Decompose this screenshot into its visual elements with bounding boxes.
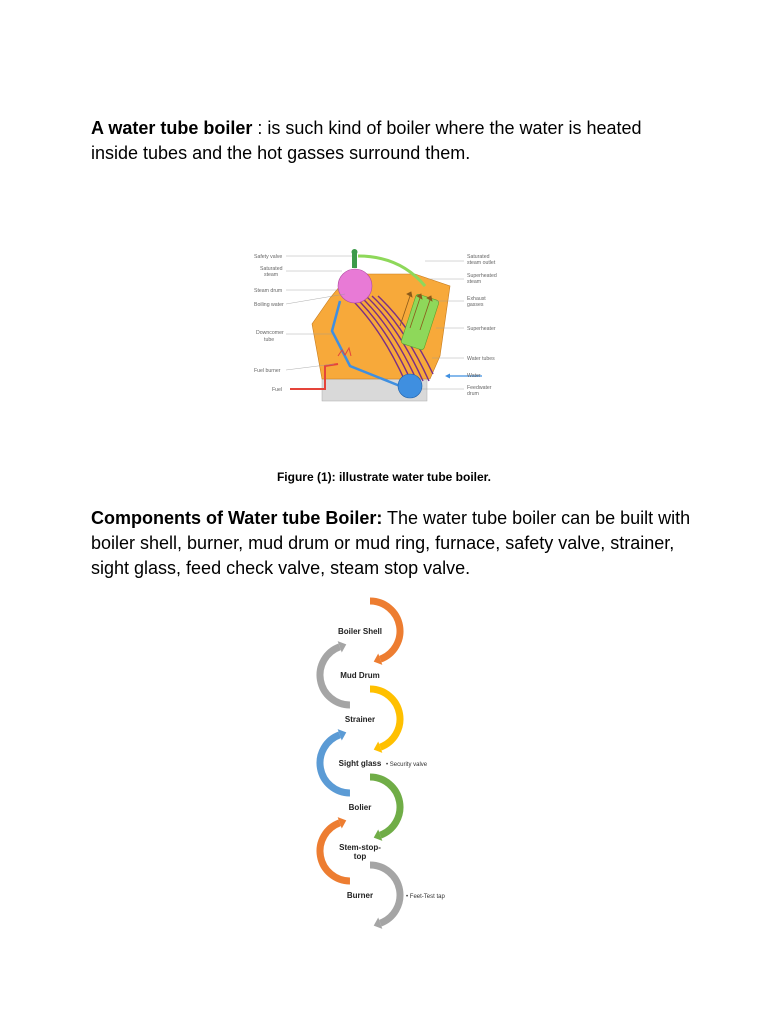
label-exhaust: Exhaust xyxy=(467,296,486,302)
water-tube-boiler-diagram xyxy=(250,246,510,406)
label-fuel-burner: Fuel burner xyxy=(254,368,281,374)
label-gasses: gasses xyxy=(467,302,484,308)
components-paragraph xyxy=(91,506,691,581)
intro-text: : is such kind of boiler where the water is heated inside tubes and the hot gasses surround them. xyxy=(91,118,642,163)
components-cycle-diagram xyxy=(300,595,500,935)
intro-paragraph xyxy=(91,116,691,166)
label-superheated-steam: steam xyxy=(467,279,482,285)
cycle-step-6: Stem-stop- xyxy=(339,843,381,852)
label-steam: steam xyxy=(264,272,279,278)
label-saturated-r: Saturated xyxy=(467,254,490,260)
figure-caption: Figure (1): illustrate water tube boiler. xyxy=(276,470,492,484)
label-drum: drum xyxy=(467,391,479,397)
label-water-tubes: Water tubes xyxy=(467,356,495,362)
water-drum xyxy=(398,374,422,398)
label-superheater: Superheater xyxy=(467,326,496,332)
intro-term: A water tube boiler xyxy=(91,118,253,138)
cycle-step-1: Boiler Shell xyxy=(337,627,383,636)
label-steam-outlet: steam outlet xyxy=(467,260,496,266)
label-water: Water xyxy=(467,373,481,379)
cycle-step-5: Bolier xyxy=(348,803,372,812)
label-superheated: Superheated xyxy=(467,273,497,279)
cycle-step-4: Sight glass xyxy=(338,759,382,768)
cycle-step-6-line2: top xyxy=(353,852,367,861)
note-security-valve: • Security valve xyxy=(386,762,428,768)
cycle-arc-7 xyxy=(370,865,400,923)
label-fuel: Fuel xyxy=(272,387,283,393)
cycle-step-3: Strainer xyxy=(344,715,376,724)
label-downcomer: Downcomer xyxy=(256,330,284,336)
label-safety-valve: Safety valve xyxy=(254,254,283,260)
steam-drum xyxy=(338,269,372,303)
label-boiling-water: Boiling water xyxy=(254,302,284,308)
cycle-step-7: Burner xyxy=(346,891,374,900)
cycle-labels xyxy=(338,627,382,900)
cycle-arc-5 xyxy=(370,777,400,835)
components-heading: Components of Water tube Boiler: xyxy=(91,508,383,528)
label-saturated: Saturated xyxy=(260,266,283,272)
note-feet-test-tap: • Feet-Test tap xyxy=(406,894,445,900)
cycle-step-2: Mud Drum xyxy=(340,671,380,680)
components-text: The water tube boiler can be built with boiler shell, burner, mud drum or mud ring, furnace, safety valve, strainer, sight glass, feed check valve, steam stop valve. xyxy=(91,508,691,578)
label-steam-drum: Steam drum xyxy=(254,288,283,294)
label-tube: tube xyxy=(264,337,275,343)
label-feedwater: Feedwater xyxy=(467,385,492,391)
